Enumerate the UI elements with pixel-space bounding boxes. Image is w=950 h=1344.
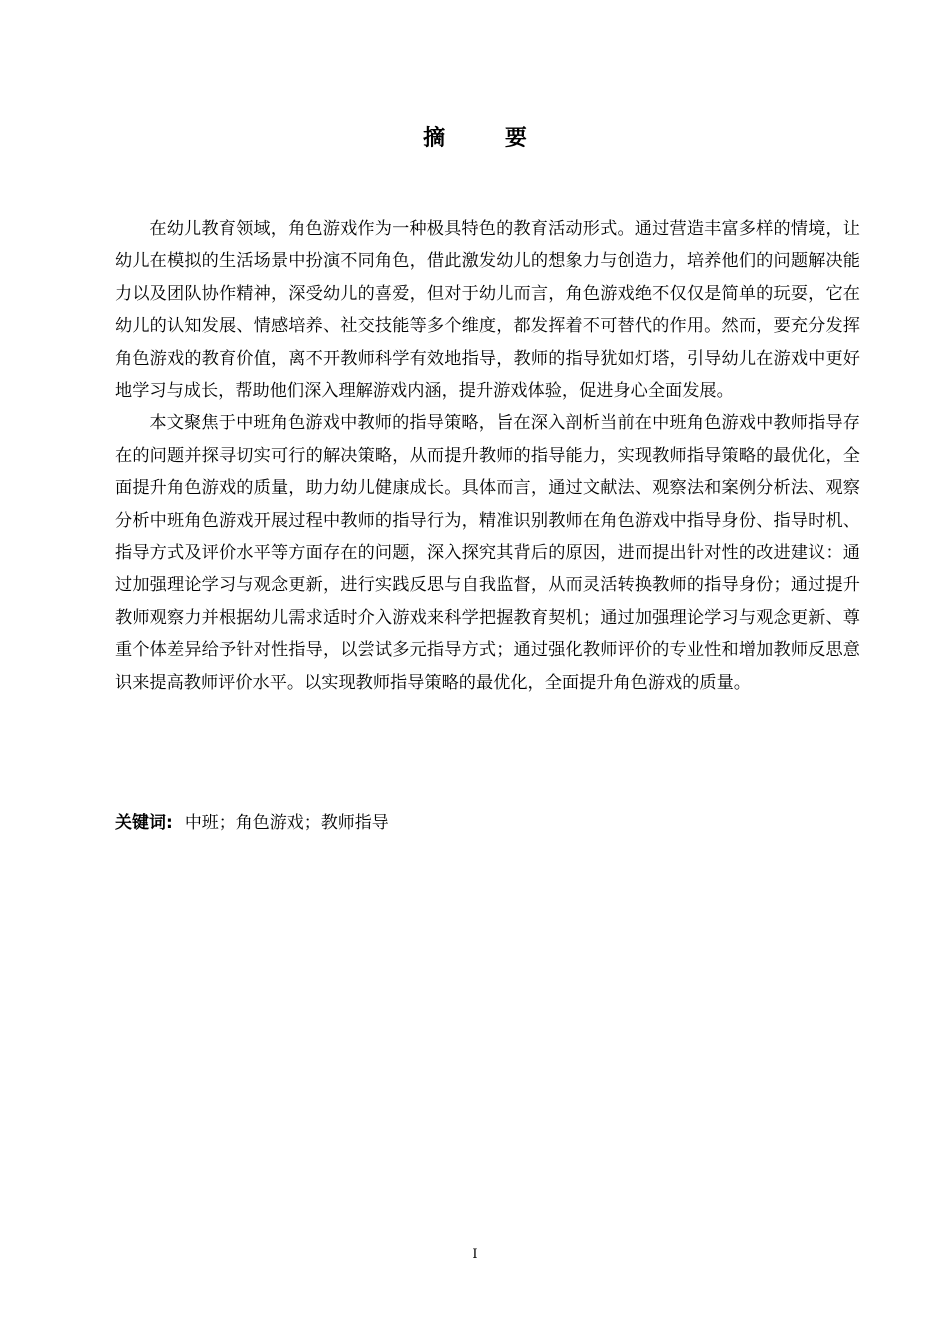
page-number: I xyxy=(472,1247,478,1262)
keywords-values: 中班；角色游戏；教师指导 xyxy=(184,813,389,833)
abstract-paragraph-1: 在幼儿教育领域，角色游戏作为一种极具特色的教育活动形式。通过营造丰富多样的情境，让幼儿在模拟的生活场景中扮演不同角色，借此激发幼儿的想象力与创造力，培养他们的问题解决能力以及团队协作精神，深受幼儿的喜爱，但对于幼儿而言，角色游戏绝不仅仅是简单的玩耍，它在幼儿的认知发展、情感培养、社交技能等多个维度，都发挥着不可替代的作用。然而，要充分发挥角色游戏的教育价值，离不开教师科学有效地指导，教师的指导犹如灯塔，引导幼儿在游戏中更好地学习与成长，帮助他们深入理解游戏内涵，提升游戏体验，促进身心全面发展。 xyxy=(115,219,860,402)
page-title: 摘 要 xyxy=(423,125,553,151)
keywords-line xyxy=(115,808,860,838)
abstract-paragraph-2: 本文聚焦于中班角色游戏中教师的指导策略，旨在深入剖析当前在中班角色游戏中教师指导存在的问题并探寻切实可行的解决策略，从而提升教师的指导能力，实现教师指导策略的最优化，全面提升角色游戏的质量，助力幼儿健康成长。具体而言，通过文献法、观察法和案例分析法、观察分析中班角色游戏开展过程中教师的指导行为，精准识别教师在角色游戏中指导身份、指导时机、指导方式及评价水平等方面存在的问题，深入探究其背后的原因，进而提出针对性的改进建议：通过加强理论学习与观念更新，进行实践反思与自我监督，从而灵活转换教师的指导身份；通过提升教师观察力并根据幼儿需求适时介入游戏来科学把握教育契机；通过加强理论学习与观念更新、尊重个体差异给予针对性指导，以尝试多元指导方式；通过强化教师评价的专业性和增加教师反思意识来提高教师评价水平。以实现教师指导策略的最优化，全面提升角色游戏的质量。 xyxy=(115,413,860,693)
keywords-label: 关键词: xyxy=(115,813,173,833)
abstract-body xyxy=(115,213,860,699)
